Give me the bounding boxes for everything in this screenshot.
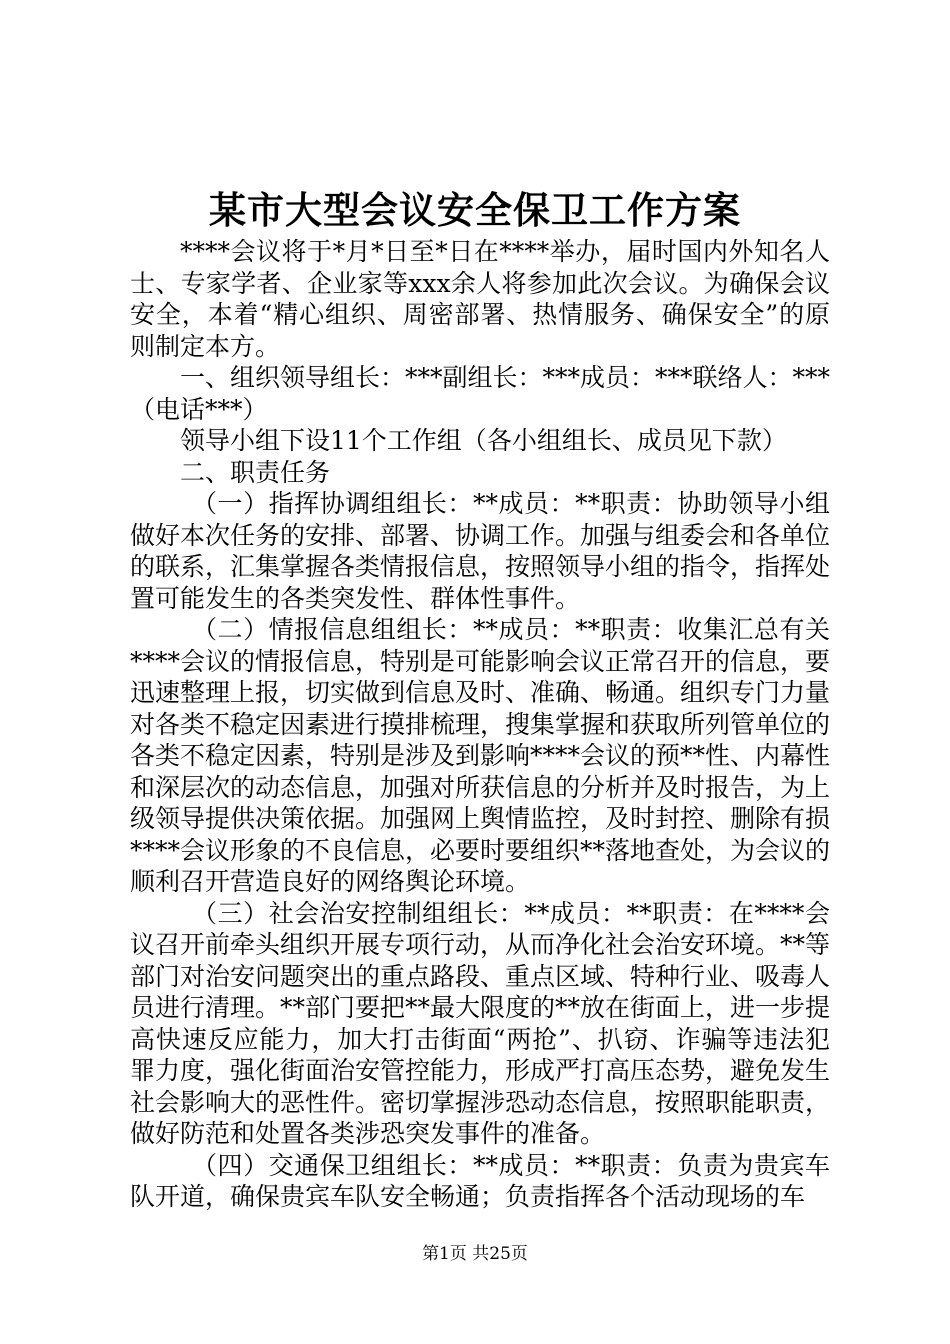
duty-public-security-control: （三）社会治安控制组组长：**成员：**职责：在****会议召开前牵头组织开展专项行动，从而净化社会治安环境。**等部门对治安问题突出的重点路段、重点区域、特种行业、吸毒人员进行清理。**部门要把**最大限度的**放在街面上，进一步提高快速反应能力，加大打击街面“两抢”、扒窃、诈骗等违法犯罪力度，强化街面治安管控能力，形成严打高压态势，避免发生社会影响大的恶性件。密切掌握涉恐动态信息，按照职能职责，做好防范和处置各类涉恐突发事件的准备。: [130, 898, 831, 1148]
duty-intelligence-information: （二）情报信息组组长：**成员：**职责：收集汇总有关****会议的情报信息，特别是可能影响会议正常召开的信息，要迅速整理上报，切实做到信息及时、准确、畅通。组织专门力量对各类不稳定因素进行摸排梳理，搜集掌握和获取所列管单位的各类不稳定因素，特别是涉及到影响****会议的预**性、内幕性和深层次的动态信息，加强对所获信息的分析并及时报告，为上级领导提供决策依据。加强网上舆情监控，及时封控、删除有损****会议形象的不良信息，必要时要组织**落地查处，为会议的顺利召开营造良好的网络舆论环境。: [130, 615, 831, 896]
duty-command-coordination: （一）指挥协调组组长：**成员：**职责：协助领导小组做好本次任务的安排、部署、协调工作。加强与组委会和各单位的联系，汇集掌握各类情报信息，按照领导小组的指令，指挥处置可能发生的各类突发性、群体性事件。: [130, 489, 831, 613]
page-number-footer: 第1页 共25页: [422, 1244, 528, 1264]
document-title: 某市大型会议安全保卫工作方案: [209, 188, 741, 232]
working-groups-note: 领导小组下设11个工作组（各小组组长、成员见下款）: [180, 426, 787, 455]
section-leadership-group: 一、组织领导组长：***副组长：***成员：***联络人：***（电话***）: [130, 363, 831, 424]
intro-paragraph: ****会议将于*月*日至*日在****举办，届时国内外知名人士、专家学者、企业家等xxx余人将参加此次会议。为确保会议安全，本着“精心组织、周密部署、热情服务、确保安全”的原则制定本方。: [130, 237, 830, 361]
section-heading-duties: 二、职责任务: [180, 457, 331, 487]
duty-traffic-security: （四）交通保卫组组长：**成员：**职责：负责为贵宾车队开道，确保贵宾车队安全畅通；负责指挥各个活动现场的车: [130, 1150, 830, 1211]
document-body: [130, 236, 830, 1213]
